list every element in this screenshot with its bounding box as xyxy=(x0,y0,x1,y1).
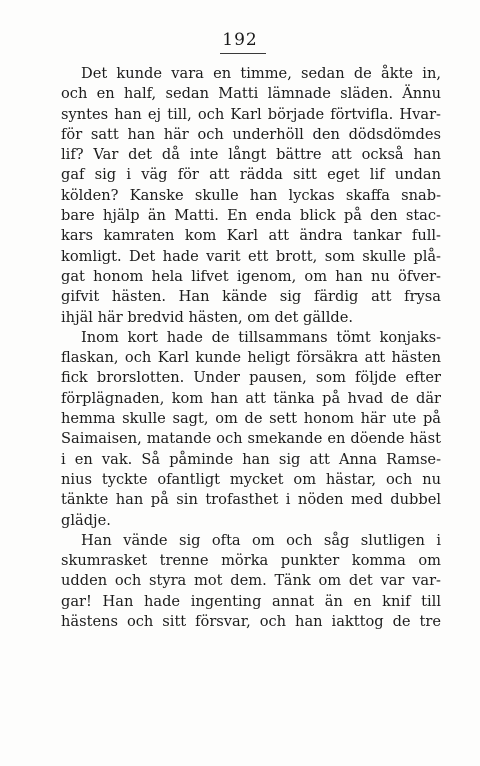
text-line: Han vände sig ofta om och såg slutligen i xyxy=(81,531,441,549)
text-line: i en vak. Så påminde han sig att Anna Ramse- xyxy=(61,450,441,468)
text-line: komligt. Det hade varit ett brott, som skulle plå- xyxy=(61,247,441,265)
text-line: Saimaisen, matande och smekande en döende häst xyxy=(61,430,441,448)
text-line: gaf sig i väg för att rädda sitt eget lif undan xyxy=(61,166,441,184)
text-line: Det kunde vara en timme, sedan de åkte in, xyxy=(81,65,441,82)
text-line: kölden? Kanske skulle han lyckas skaffa snab- xyxy=(61,186,441,204)
text-line: nius tyckte ofantligt mycket om hästar, och nu xyxy=(61,470,441,488)
text-line: udden och styra mot dem. Tänk om det var var- xyxy=(61,572,441,590)
paragraph-3 xyxy=(61,531,441,632)
text-line: gat honom hela lifvet igenom, om han nu öfver- xyxy=(61,267,441,285)
text-line: förplägnaden, kom han att tänka på hvad de där xyxy=(61,389,441,407)
text-line: Inom kort hade de tillsammans tömt konjaks- xyxy=(81,328,441,346)
text-line: bare hjälp än Matti. En enda blick på den stac- xyxy=(61,207,441,225)
text-line: och en half, sedan Matti lämnade släden. Ännu xyxy=(61,85,441,103)
text-line: glädje. xyxy=(61,511,111,529)
page-number-rule xyxy=(220,53,266,54)
page-number: 192 xyxy=(222,30,258,50)
text-line: skumrasket trenne mörka punkter komma om xyxy=(61,552,441,570)
text-line: flaskan, och Karl kunde heligt försäkra att hästen xyxy=(61,349,441,367)
text-line: fick brorslotten. Under pausen, som följde efter xyxy=(61,369,441,387)
text-line: ihjäl här bredvid hästen, om det gällde. xyxy=(61,308,354,326)
body-text xyxy=(61,64,441,632)
paragraph-1 xyxy=(61,64,441,328)
text-line: tänkte han på sin trofasthet i nöden med dubbel xyxy=(61,491,441,509)
text-line: hemma skulle sagt, om de sett honom här ute på xyxy=(61,410,441,428)
text-line: syntes han ej till, och Karl började förtvifla. Hvar- xyxy=(61,105,441,123)
text-line: gifvit hästen. Han kände sig färdig att frysa xyxy=(61,288,441,306)
text-line: gar! Han hade ingenting annat än en knif till xyxy=(61,592,441,610)
paragraph-2 xyxy=(61,328,441,531)
text-line: hästens och sitt försvar, och han iakttog de tre xyxy=(61,613,441,631)
text-line: för satt han här och underhöll den dödsdömdes xyxy=(61,125,441,143)
text-line: lif? Var det då inte långt bättre att också han xyxy=(61,146,441,164)
text-line: kars kamraten kom Karl att ändra tankar full- xyxy=(61,227,441,245)
